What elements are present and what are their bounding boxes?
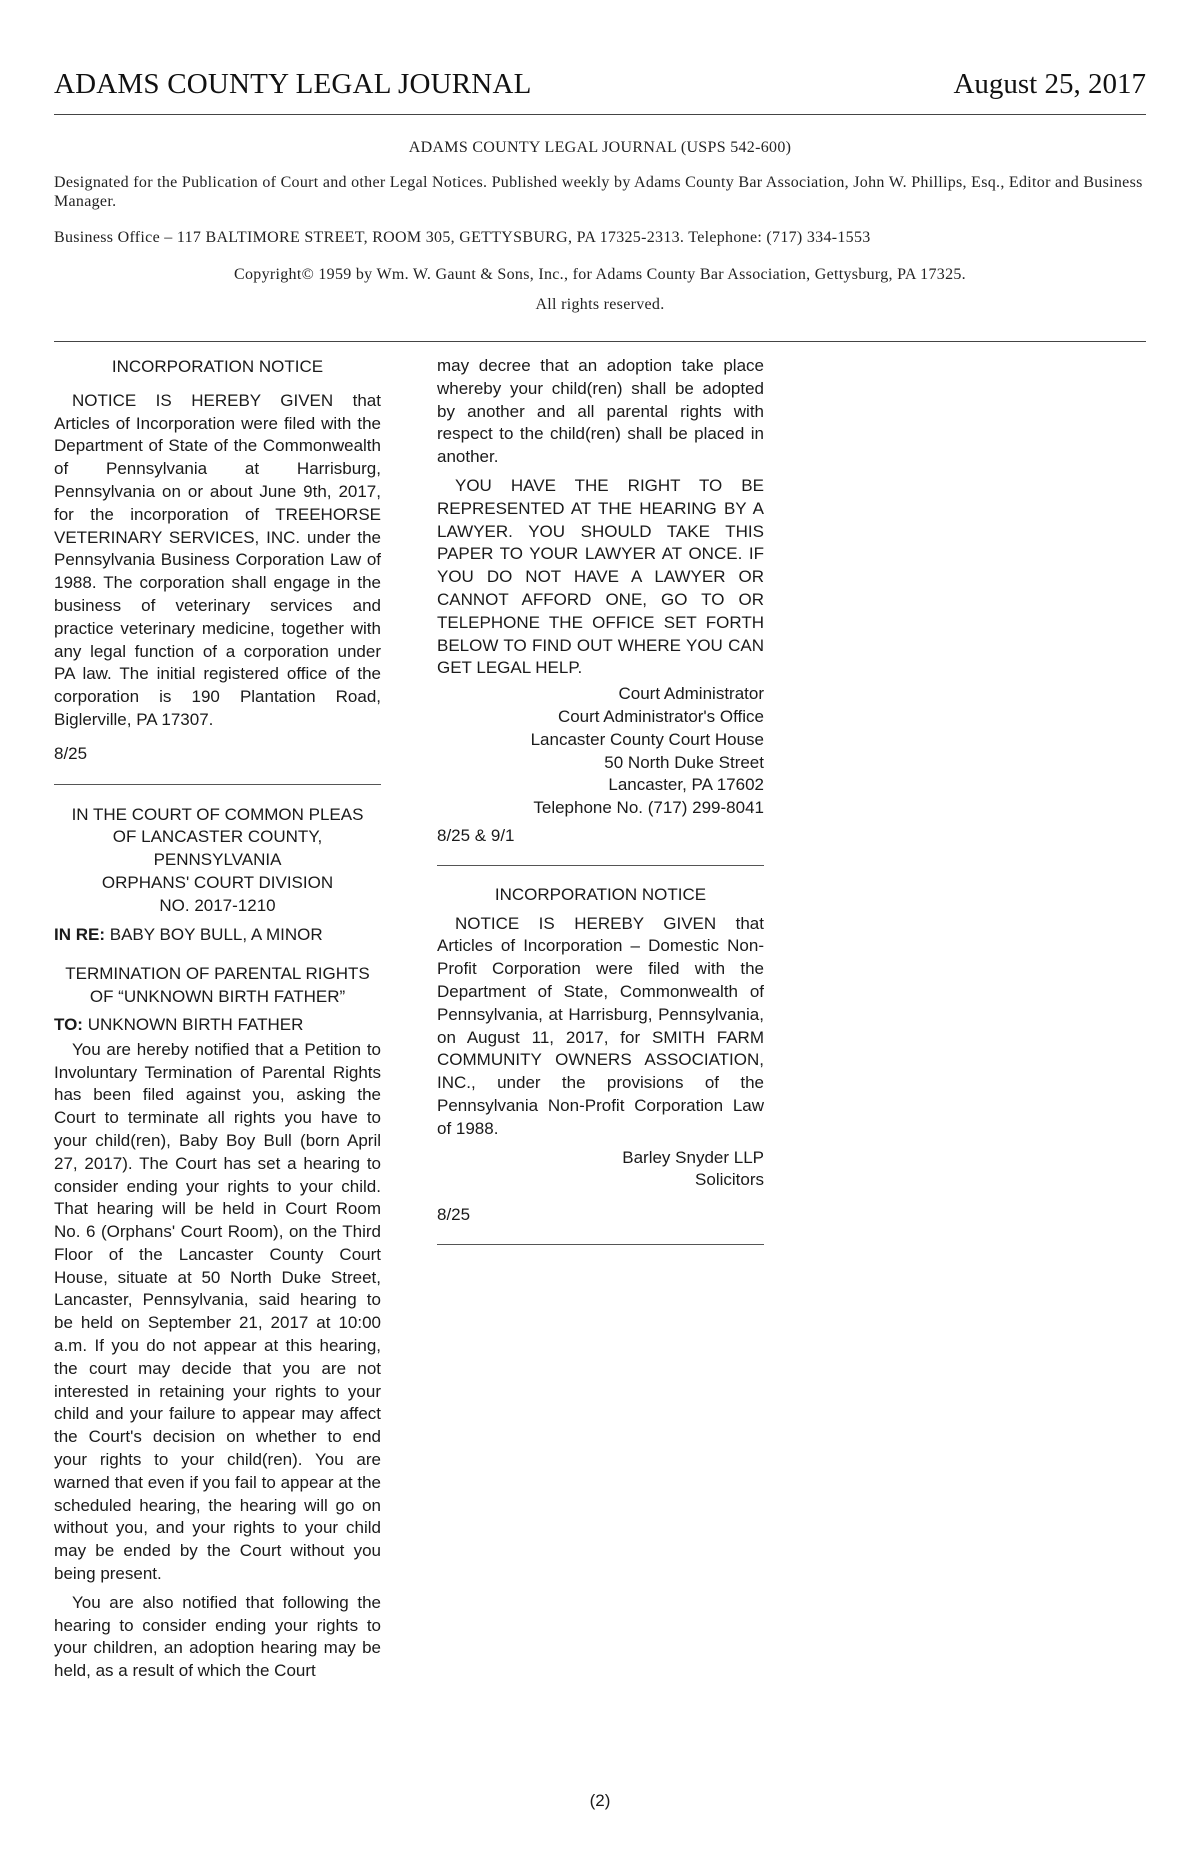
notice-date: 8/25 & 9/1 (437, 825, 515, 845)
address-line: Telephone No. (717) 299-8041 (533, 798, 764, 818)
notice-divider (54, 784, 381, 785)
notice-paragraph-rights: YOU HAVE THE RIGHT TO BE REPRESENTED AT THE HEARING BY A LAWYER. YOU SHOULD TAKE THIS PAPER TO YOUR LAWYER AT ONCE. IF YOU DO NOT HAVE A LAWYER OR CANNOT AFFORD ONE, GO TO OR TELEPHONE THE OFFICE SET FORTH BELOW TO FIND OUT WHERE YOU CAN GET LEGAL HELP. (437, 475, 764, 678)
notice-incorporation-smith-farm (437, 884, 764, 1227)
notice-body: NOTICE IS HEREBY GIVEN that Articles of Incorporation – Domestic Non-Profit Corporation were filed with the Department of State, Commonwealth of Pennsylvania, at Harrisburg, Pennsylvania, on August 11, 2017, for SMITH FARM COMMUNITY OWNERS ASSOCIATION, INC., under the provisions of the Pennsylvania Non-Profit Corporation Law of 1988. (437, 913, 764, 1138)
termination-caption (54, 963, 381, 1009)
signer-line: Solicitors (695, 1170, 764, 1190)
notice-termination-parental-rights (54, 804, 381, 1683)
court-caption-line: OF LANCASTER COUNTY, (112, 827, 323, 847)
column-left (54, 356, 381, 1683)
notice-date: 8/25 (54, 743, 88, 763)
page-header (54, 64, 1146, 115)
to-line (54, 1014, 381, 1037)
masthead-business-office: Business Office – 117 BALTIMORE STREET, ROOM 305, GETTYSBURG, PA 17325-2313. Telephone: (717) 334-1553 (54, 229, 871, 246)
in-re-label: IN RE: (54, 924, 105, 944)
to-text: UNKNOWN BIRTH FATHER (87, 1014, 304, 1034)
masthead-divider (54, 341, 1146, 342)
address-line: Court Administrator's Office (557, 706, 764, 726)
notice-date: 8/25 (437, 1205, 471, 1225)
masthead-copyright: Copyright© 1959 by Wm. W. Gaunt & Sons, Inc., for Adams County Bar Association, Gettysburg, PA 17325. (234, 266, 966, 283)
masthead-designation: Designated for the Publication of Court and other Legal Notices. Published weekly by Adams County Bar Association, John W. Phillips, Esq., Editor and Business Manager. (54, 174, 1143, 210)
journal-title: ADAMS COUNTY LEGAL JOURNAL (54, 68, 532, 100)
signer-line: Barley Snyder LLP (622, 1147, 764, 1167)
court-caption-line: PENNSYLVANIA (153, 850, 282, 870)
notice-heading: INCORPORATION NOTICE (111, 357, 324, 376)
address-line: 50 North Duke Street (604, 752, 764, 772)
court-caption (54, 804, 381, 918)
termination-caption-line: OF “UNKNOWN BIRTH FATHER” (89, 987, 346, 1007)
notice-paragraph-continued: may decree that an adoption take place whereby your child(ren) shall be adopted by another and all parental rights with respect to the child(ren) shall be placed in another. (437, 356, 764, 467)
to-label: TO: (54, 1014, 83, 1034)
court-caption-line: IN THE COURT OF COMMON PLEAS (71, 804, 364, 824)
masthead-usps-line: ADAMS COUNTY LEGAL JOURNAL (USPS 542-600) (408, 139, 792, 156)
masthead (54, 138, 1146, 314)
column-middle (437, 355, 764, 1245)
address-line: Lancaster, PA 17602 (608, 775, 764, 795)
address-line: Lancaster County Court House (530, 729, 764, 749)
in-re-text: BABY BOY BULL, A MINOR (109, 924, 323, 944)
termination-caption-line: TERMINATION OF PARENTAL RIGHTS (65, 964, 370, 984)
masthead-rights: All rights reserved. (535, 296, 665, 313)
in-re-line (54, 924, 381, 947)
notice-paragraph: You are hereby notified that a Petition to Involuntary Termination of Parental Rights has been filed against you, asking the Court to terminate all rights you have to your child(ren), Baby Boy Bull (born April 27, 2017). The Court has set a hearing to consider ending your rights to your child. That hearing will be held in Court Room No. 6 (Orphans' Court Room), on the Third Floor of the Lancaster County Court House, situate at 50 North Duke Street, Lancaster, Pennsylvania, said hearing to be held on September 21, 2017 at 10:00 a.m. If you do not appear at this hearing, the court may decide that you are not interested in retaining your rights to your child and your failure to appear may affect the Court's decision on whether to end your rights to your child(ren). You are warned that even if you fail to appear at the scheduled hearing, the hearing will go on without you, and your rights to your child may be ended by the Court without you being present. (54, 1039, 381, 1584)
notice-divider (437, 1244, 764, 1245)
notice-heading: INCORPORATION NOTICE (494, 884, 707, 904)
court-caption-line: ORPHANS' COURT DIVISION (101, 872, 334, 892)
notice-incorporation-treehorse (54, 356, 381, 766)
notice-body: NOTICE IS HEREBY GIVEN that Articles of Incorporation were filed with the Department of State of the Commonwealth of Pennsylvania at Harrisburg, Pennsylvania on or about June 9th, 2017, for the incorporation of TREEHORSE VETERINARY SERVICES, INC. under the Pennsylvania Business Corporation Law of 1988. The corporation shall engage in the business of veterinary services and practice veterinary medicine, together with any legal function of a corporation under PA law. The initial registered office of the corporation is 190 Plantation Road, Biglerville, PA 17307. (54, 390, 381, 729)
notice-divider (437, 865, 764, 866)
page-number: (2) (589, 1791, 611, 1810)
court-caption-line: NO. 2017-1210 (159, 895, 276, 915)
issue-date: August 25, 2017 (953, 68, 1146, 100)
court-administrator-address (437, 683, 764, 820)
address-line: Court Administrator (618, 684, 764, 704)
journal-page (54, 0, 1146, 1855)
notice-paragraph: You are also notified that following the hearing to consider ending your rights to your children, an adoption hearing may be held, as a result of which the Court (54, 1592, 381, 1681)
